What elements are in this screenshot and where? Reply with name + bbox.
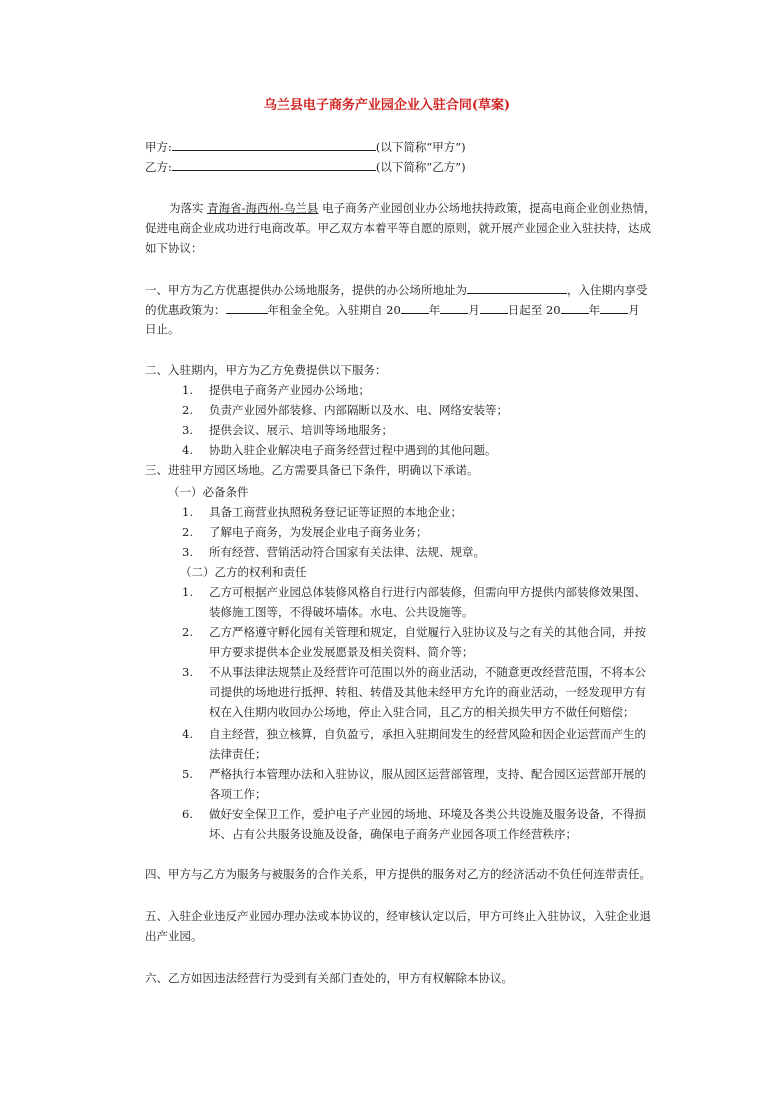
party-a-line [145,138,466,155]
list-item: 协助入驻企业解决电子商务经营过程中遇到的其他问题。 [209,443,497,457]
list-number: 2. [182,403,193,417]
document-title: 乌兰县电子商务产业园企业入驻合同(草案) [263,98,511,113]
party-b-line [145,158,466,175]
list-item: 所有经营、营销活动符合国家有关法律、法规、规章。 [209,545,485,559]
start-month-unit: 月 [468,303,480,317]
list-item-line: 装修施工图等，不得破坏墙体。水电、公共设施等。 [209,605,474,619]
list-item-line: 坏、占有公共服务设施及设备，确保电子商务产业园各项工作经营秩序； [209,827,577,841]
section3-subheading-1: （一）必备条件 [168,485,249,499]
list-number: 2. [182,625,193,639]
section5-line-1: 五、入驻企业违反产业园办理办法或本协议的，经审核认定以后，甲方可终止入驻协议，入驻企业退 [145,909,651,923]
start-year-blank [401,301,429,314]
list-item-line: 乙方可根据产业园总体装修风格自行进行内部装修，但需向甲方提供内部装修效果图、 [209,585,646,599]
list-number: 1. [182,383,193,397]
party-b-suffix: (以下简称“乙方”) [375,160,466,174]
end-year-blank [561,301,589,314]
section3-subheading-2: （二）乙方的权利和责任 [180,565,307,579]
party-a-label: 甲方: [145,140,172,154]
list-number: 4. [182,727,193,741]
end-month-blank [600,301,628,314]
list-item-line: 甲方要求提供本企业发展愿景及相关资料、简介等； [209,645,474,659]
list-item-line: 自主经营，独立核算，自负盈亏，承担入驻期间发生的经营风险和因企业运营而产生的 [209,727,646,741]
list-item-line: 司提供的场地进行抵押、转租、转借及其他未经甲方允许的商业活动，一经发现甲方有 [209,685,646,699]
party-a-blank [172,138,376,151]
section5-line-2: 出产业园。 [145,929,203,943]
period-end-text: 日起至 20 [507,303,561,317]
end-month-unit: 月 [628,303,640,317]
list-number: 5. [182,767,193,781]
section1-line-2 [145,301,640,318]
address-blank [467,281,567,294]
list-item-line: 乙方严格遵守孵化园有关管理和规定，自觉履行入驻协议及与之有关的其他合同，并按 [209,625,646,639]
list-number: 2. [182,525,193,539]
list-item-line: 法律责任； [209,747,267,761]
list-number: 3. [182,665,193,679]
intro-line-3: 如下协议： [145,241,203,255]
list-item-line: 各项工作； [209,787,267,801]
list-number: 3. [182,545,193,559]
list-number: 1. [182,505,193,519]
section3-heading: 三、进驻甲方园区场地。乙方需要具备已下条件，明确以下承诺。 [145,463,479,477]
start-day-blank [480,301,508,314]
section1-text-b: ，入住期内享受 [567,283,648,297]
list-item: 了解电子商务，为发展企业电子商务业务； [209,525,428,539]
intro-prefix: 为落实 [169,201,204,215]
intro-line-1-text: 电子商务产业园创业办公场地扶持政策，提高电商企业创业热情， [322,201,656,215]
list-number: 1. [182,585,193,599]
list-item-line: 严格执行本管理办法和入驻协议，服从园区运营部管理，支持、配合园区运营部开展的 [209,767,646,781]
party-b-label: 乙方: [145,160,172,174]
list-item-line: 权在入住期内收回办公场地，停止入驻合同，且乙方的相关损失甲方不做任何赔偿； [209,705,635,719]
party-a-suffix: (以下简称“甲方”) [375,140,466,154]
list-number: 3. [182,423,193,437]
intro-location: 青海省-海西州-乌兰县 [207,201,319,215]
section1-line-1 [145,281,648,298]
section1-text-a: 一、甲方为乙方优惠提供办公场地服务，提供的办公场所地址为 [145,283,467,297]
list-item: 提供会议、展示、培训等场地服务； [209,423,393,437]
list-item: 提供电子商务产业园办公场地； [209,383,370,397]
years-blank [226,301,268,314]
intro-line-1 [169,200,656,216]
section1-line-3: 日止。 [145,322,180,336]
party-b-blank [172,158,376,171]
policy-label: 的优惠政策为： [145,303,226,317]
section4-text: 四、甲方与乙方为服务与被服务的合作关系，甲方提供的服务对乙方的经济活动不负任何连带责任。 [145,867,651,881]
section6-text: 六、乙方如因违法经营行为受到有关部门查处的，甲方有权解除本协议。 [145,971,513,985]
start-year-unit: 年 [428,303,441,317]
list-number: 6. [182,807,193,821]
list-item-line: 做好安全保卫工作，爱护电子产业园的场地、环境及各类公共设施及服务设备，不得损 [209,807,646,821]
intro-line-2: 促进电商企业成功进行电商改革。甲乙双方本着平等自愿的原则，就开展产业园企业入驻扶持，达成 [145,221,651,235]
end-year-unit: 年 [588,303,601,317]
section2-heading: 二、入驻期内，甲方为乙方免费提供以下服务： [145,363,387,377]
list-item: 负责产业园外部装修、内部隔断以及水、电、网络安装等； [209,403,508,417]
list-number: 4. [182,443,193,457]
start-month-blank [440,301,468,314]
period-start-text: 年租金全免。入驻期自 20 [267,303,401,317]
list-item-line: 不从事法律法规禁止及经营许可范围以外的商业活动，不随意更改经营范围，不将本公 [209,665,646,679]
list-item: 具备工商营业执照税务登记证等证照的本地企业； [209,505,462,519]
